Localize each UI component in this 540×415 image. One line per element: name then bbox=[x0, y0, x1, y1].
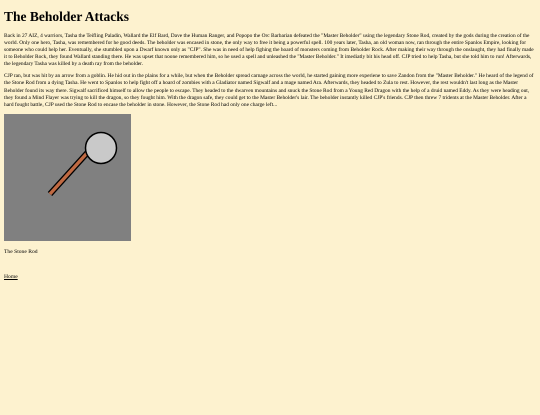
rod-orb bbox=[86, 132, 117, 163]
story-paragraph-2: CJP ran, but was hit by an arrow from a goblin. He hid out in the plains for a while, but when the Beholder spread carnage across the world, he started gaining more experiene to save Zandon from the "Master Beholder." He heard of the legend of the Stone Rod from a dying Tasha. He went to Spanlos to help fight off a hoard of zombies with a Gladiator named Sigwalf and a mage named Ara. Afterwards, they headed to Zula to rest. However, the rest wouldn't last long as the Master Beholder found its way there. Sigwalf sacrificed himself to allow the people to escape. They headed to the dwarven mountains and snuck the Stone Rod from a Young Red Dragon with the help of a druid named Eddy. As they were heading out, they found a Mind Flayer was trying to kill the dragon, so they fought him. With the dragon safe, they could get to the Master Beholder's lair. The beholder instantly killed CJP's friends. CJP then threw 7 tridents at the Master Beholder. After a hard fought battle, CJP used the Stone Rod to encase the beholder in stone. However, the Stone Rod had only one charge left... bbox=[4, 73, 534, 108]
image-caption: The Stone Rod bbox=[4, 248, 38, 255]
stone-rod-image bbox=[4, 114, 131, 241]
story-paragraph-1: Back in 27 AIZ, 4 warriors, Tasha the Teifling Paladin, Wallard the Elf Bard, Dave the Human Ranger, and Popopo the Orc Barbarian defeated the "Master Beholder" using the legendary Stone Rod, created by the gods during the creation of the world. Only one hero, Tasha, was remembered for he good deeds. The beholder was encased in stone, the only way to free it being a powerful spell. 100 years later, Tasha, an old woman now, ran through the entire Spanlos Empire, looking for someone who could help her. Eventually, she stumbled upon a Dwarf known only as "CJP". She was in need of help fighing the hoard of monsters coming from Beholder Rock. After making their way through the onslaught, they had finally made it to Beholder Rock, they found Wallard standing there. He was upset that noone remembered him, so he used a spell and unleashed the "Master Beholder." It imediatly bit his head off. CJP tried to help Tasha, but she told him to run! Afterwards, the legendary Tasha was killed by a death ray from the beholder. bbox=[4, 32, 534, 68]
page-title: The Beholder Attacks bbox=[4, 9, 130, 24]
page-content bbox=[0, 10, 540, 283]
home-link[interactable]: Home bbox=[4, 273, 18, 280]
